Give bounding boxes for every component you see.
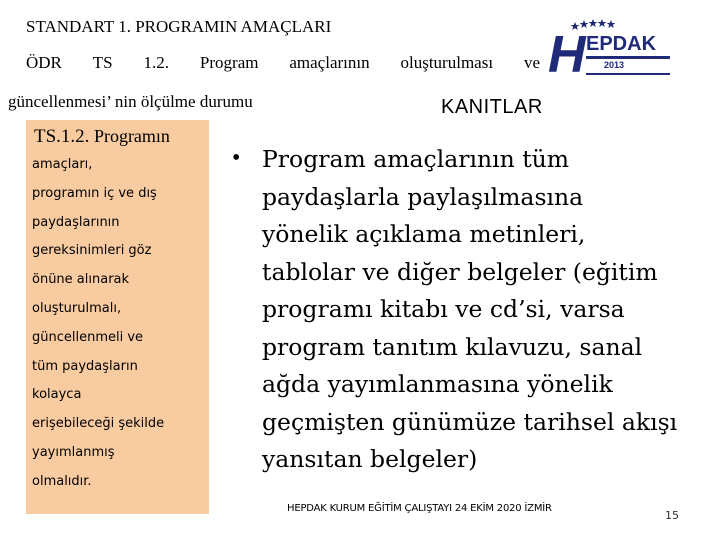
panel-line: tüm paydaşların [32, 358, 138, 374]
panel-line: paydaşlarının [32, 214, 120, 230]
standard-code-heading [34, 122, 203, 151]
logo-letter-h: H [548, 26, 586, 78]
bullet-text-line: geçmişten günümüze tarihsel akışı [262, 407, 678, 436]
subtitle-word: Program [199, 53, 259, 72]
subtitle-word: oluşturulması [400, 53, 494, 72]
subtitle-line-2: güncellenmesi’ nin ölçülme durumu [8, 92, 253, 111]
logo-underline [586, 56, 670, 59]
subtitle-word: amaçlarının [289, 53, 370, 72]
hepdak-logo [546, 16, 672, 78]
bullet-text-line: programı kitabı ve cd’si, varsa [262, 295, 625, 323]
subtitle-word: ve [523, 53, 540, 72]
panel-line: önüne alınarak [32, 272, 130, 288]
panel-line: kolayca [32, 387, 82, 403]
bullet-text-line: paydaşlarla paylaşılmasına [262, 182, 584, 211]
subtitle-line-1 [26, 53, 540, 73]
evidence-bullet-text [262, 141, 717, 479]
standard-code: TS.1.2. [34, 126, 90, 147]
bullet-text-line: yansıtan belgeler) [262, 445, 478, 473]
bullet-text-line: program tanıtım kılavuzu, sanal [262, 332, 643, 361]
standard-description-panel [26, 120, 209, 514]
logo-wordmark: EPDAK [586, 33, 657, 55]
panel-line: güncellenmeli ve [32, 329, 144, 345]
panel-line: programın iç ve dış [32, 185, 157, 201]
page-number: 15 [665, 509, 679, 522]
panel-line: oluşturulmalı, [32, 300, 122, 316]
logo-base-line [586, 73, 670, 75]
panel-line: amaçları, [32, 157, 93, 172]
subtitle-word: TS [92, 53, 113, 72]
panel-line: yayımlanmış [32, 444, 115, 460]
bullet-text-line: tablolar ve diğer belgeler (eğitim [262, 257, 658, 286]
panel-line: olmalıdır. [32, 473, 92, 489]
bullet-text-line: yönelik açıklama metinleri, [262, 220, 586, 248]
panel-line: gereksinimleri göz [32, 243, 152, 259]
standard-heading-word: Programın [93, 126, 170, 146]
bullet-text-line: Program amaçlarının tüm [262, 145, 570, 173]
bullet-icon: • [232, 145, 241, 171]
evidence-heading: KANITLAR [441, 96, 543, 118]
footer-text: HEPDAK KURUM EĞİTİM ÇALIŞTAYI 24 EKİM 2020 İZMİR [287, 503, 552, 514]
logo-year: 2013 [604, 60, 625, 70]
bullet-text-line: ağda yayımlanmasına yönelik [262, 370, 613, 398]
slide-title: STANDART 1. PROGRAMIN AMAÇLARI [26, 17, 332, 36]
panel-line: erişebileceği şekilde [32, 416, 165, 432]
subtitle-word: ÖDR [26, 53, 62, 72]
subtitle-word: 1.2. [143, 53, 170, 72]
